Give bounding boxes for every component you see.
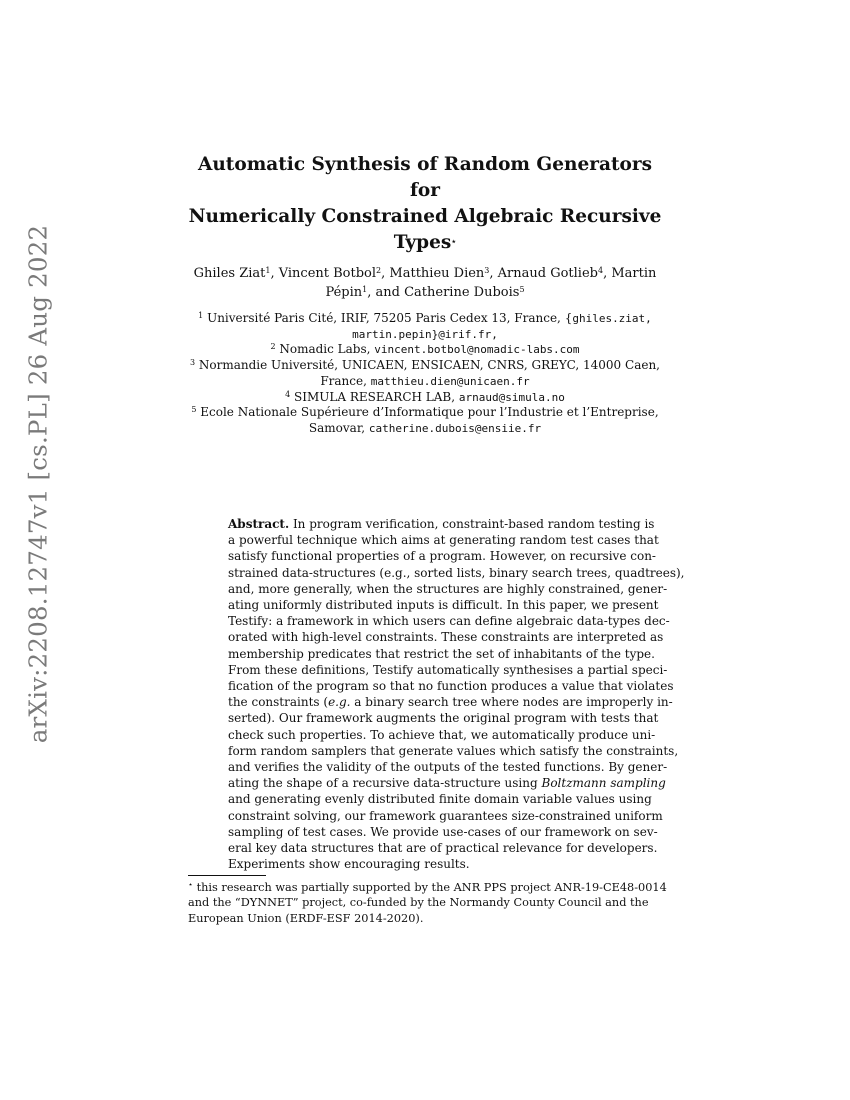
arxiv-identifier-stamp xyxy=(18,224,58,744)
affiliation-number: 4 xyxy=(285,389,291,399)
abstract-line: ating uniformly distributed inputs is difficult. In this paper, we present xyxy=(228,598,659,613)
affiliation-email: catherine.dubois@ensiie.fr xyxy=(368,421,542,435)
affiliation-line xyxy=(160,421,690,437)
abstract-line: eral key data structures that are of practical relevance for developers. xyxy=(228,841,658,856)
author-name: , Arnaud Gotlieb xyxy=(489,266,598,281)
footnote-text: this research was partially supported by the ANR PPS project ANR-19-CE48-0014 xyxy=(193,881,667,894)
affiliation-line xyxy=(160,311,690,327)
author-affiliation-mark: 1 xyxy=(362,285,368,294)
abstract-line xyxy=(228,516,655,532)
affiliation-list xyxy=(160,311,690,437)
abstract-line: check such properties. To achieve that, we automatically produce uni- xyxy=(228,727,656,742)
author-line-2 xyxy=(160,283,690,302)
affiliation-email: martin.pepin xyxy=(352,327,432,341)
abstract-line xyxy=(228,775,666,791)
affiliation-email: arnaud@simula.no xyxy=(458,390,565,404)
author-name: , and Catherine Dubois xyxy=(367,285,520,300)
abstract-line: satisfy functional properties of a program. However, on recursive con- xyxy=(228,549,656,564)
affiliation-line xyxy=(160,374,690,390)
abstract-line: sampling of test cases. We provide use-cases of our framework on sev- xyxy=(228,824,658,839)
title-line-1: Automatic Synthesis of Random Generators for xyxy=(198,154,652,201)
abstract-line: Testify: a framework in which users can define algebraic data-types dec- xyxy=(228,614,670,629)
footnote-rule xyxy=(188,875,266,876)
author-affiliation-mark: 3 xyxy=(484,266,490,275)
author-name: , Martin xyxy=(603,266,657,281)
author-affiliation-mark: 5 xyxy=(519,285,525,294)
abstract-line: and verifies the validity of the outputs of the tested functions. By gener- xyxy=(228,760,668,775)
paper-title xyxy=(180,152,670,256)
affiliation-number: 5 xyxy=(191,405,197,415)
abstract-line: From these definitions, Testify automatically synthesises a partial speci- xyxy=(228,662,668,677)
affiliation-text: SIMULA RESEARCH LAB, xyxy=(290,389,459,404)
affiliation-line xyxy=(160,358,690,374)
abstract-text: a binary search tree where nodes are improperly in- xyxy=(350,695,673,710)
abstract-line: membership predicates that restrict the set of inhabitants of the type. xyxy=(228,646,655,661)
abstract-emphasis: Boltzmann sampling xyxy=(541,776,666,791)
abstract-line: a powerful technique which aims at generating random test cases that xyxy=(228,533,659,548)
affiliation-text: Université Paris Cité, IRIF, 75205 Paris Cedex 13, France, { xyxy=(203,311,573,325)
author-name: Pépin xyxy=(325,285,363,300)
abstract-line: form random samplers that generate values which satisfy the constraints, xyxy=(228,743,679,758)
abstract-label: Abstract. xyxy=(228,517,290,531)
author-line-1 xyxy=(160,264,690,283)
abstract-line: serted). Our framework augments the original program with tests that xyxy=(228,711,659,726)
affiliation-text: Nomadic Labs, xyxy=(275,342,375,357)
affiliation-text: Ecole Nationale Supérieure d’Informatique pour l’Industrie et l’Entreprise, xyxy=(196,405,659,420)
abstract-line: fication of the program so that no function produces a value that violates xyxy=(228,679,674,694)
author-name: Ghiles Ziat xyxy=(193,266,266,281)
author-list xyxy=(160,264,690,302)
title-footnote-marker: ⋆ xyxy=(451,236,457,246)
author-affiliation-mark: 4 xyxy=(597,266,604,275)
affiliation-number: 1 xyxy=(198,311,204,320)
footnote-marker: ⋆ xyxy=(188,880,194,889)
abstract-line: strained data-structures (e.g., sorted lists, binary search trees, quadtrees), xyxy=(228,565,685,580)
footnote-line: and the “DYNNET” project, co-funded by the Normandy County Council and the xyxy=(188,896,649,910)
author-name: , Vincent Botbol xyxy=(270,266,377,281)
arxiv-identifier: arXiv:2208.12747v1 [cs.PL] 26 Aug 2022 xyxy=(23,224,53,744)
abstract-line: orated with high-level constraints. These constraints are interpreted as xyxy=(228,630,664,645)
affiliation-line xyxy=(160,390,690,406)
footnote xyxy=(188,880,668,926)
affiliation-email: matthieu.dien@unicaen.fr xyxy=(370,374,530,388)
affiliation-email-domain: }@irif.fr, xyxy=(431,327,498,341)
abstract-line: and generating evenly distributed finite domain variable values using xyxy=(228,792,652,807)
affiliation-line xyxy=(160,327,690,343)
affiliation-number: 3 xyxy=(189,358,196,368)
abstract-emphasis: e.g. xyxy=(328,695,351,710)
abstract-line: and, more generally, when the structures are highly constrained, gener- xyxy=(228,581,668,596)
abstract-text: ating the shape of a recursive data-structure using xyxy=(228,776,542,791)
abstract-line xyxy=(228,694,673,710)
author-affiliation-mark: 1 xyxy=(265,266,271,275)
author-affiliation-mark: 2 xyxy=(376,266,382,275)
affiliation-email: vincent.botbol@nomadic-labs.com xyxy=(374,343,580,357)
title-line-3 xyxy=(180,230,670,256)
affiliation-line xyxy=(160,405,690,421)
affiliation-text: Normandie Université, UNICAEN, ENSICAEN, CNRS, GREYC, 14000 Caen, xyxy=(195,358,660,373)
affiliation-number: 2 xyxy=(270,342,276,352)
title-line-2: Numerically Constrained Algebraic Recursive xyxy=(188,206,662,227)
abstract-text: In program verification, constraint-based random testing is xyxy=(289,517,655,531)
footnote-line: European Union (ERDF-ESF 2014-2020). xyxy=(188,911,424,925)
abstract-line: constraint solving, our framework guarantees size-constrained uniform xyxy=(228,808,663,823)
affiliation-email: ghiles.ziat, xyxy=(572,312,652,325)
affiliation-text: Samovar, xyxy=(308,420,369,435)
abstract-text: the constraints ( xyxy=(228,695,329,710)
affiliation-line xyxy=(160,342,690,358)
title-line-3-text: Types xyxy=(393,232,452,253)
abstract-line: Experiments show encouraging results. xyxy=(228,857,470,872)
abstract-block xyxy=(228,516,685,872)
author-name: , Matthieu Dien xyxy=(381,266,485,281)
affiliation-text: France, xyxy=(320,373,371,388)
footnote-line xyxy=(188,880,668,895)
